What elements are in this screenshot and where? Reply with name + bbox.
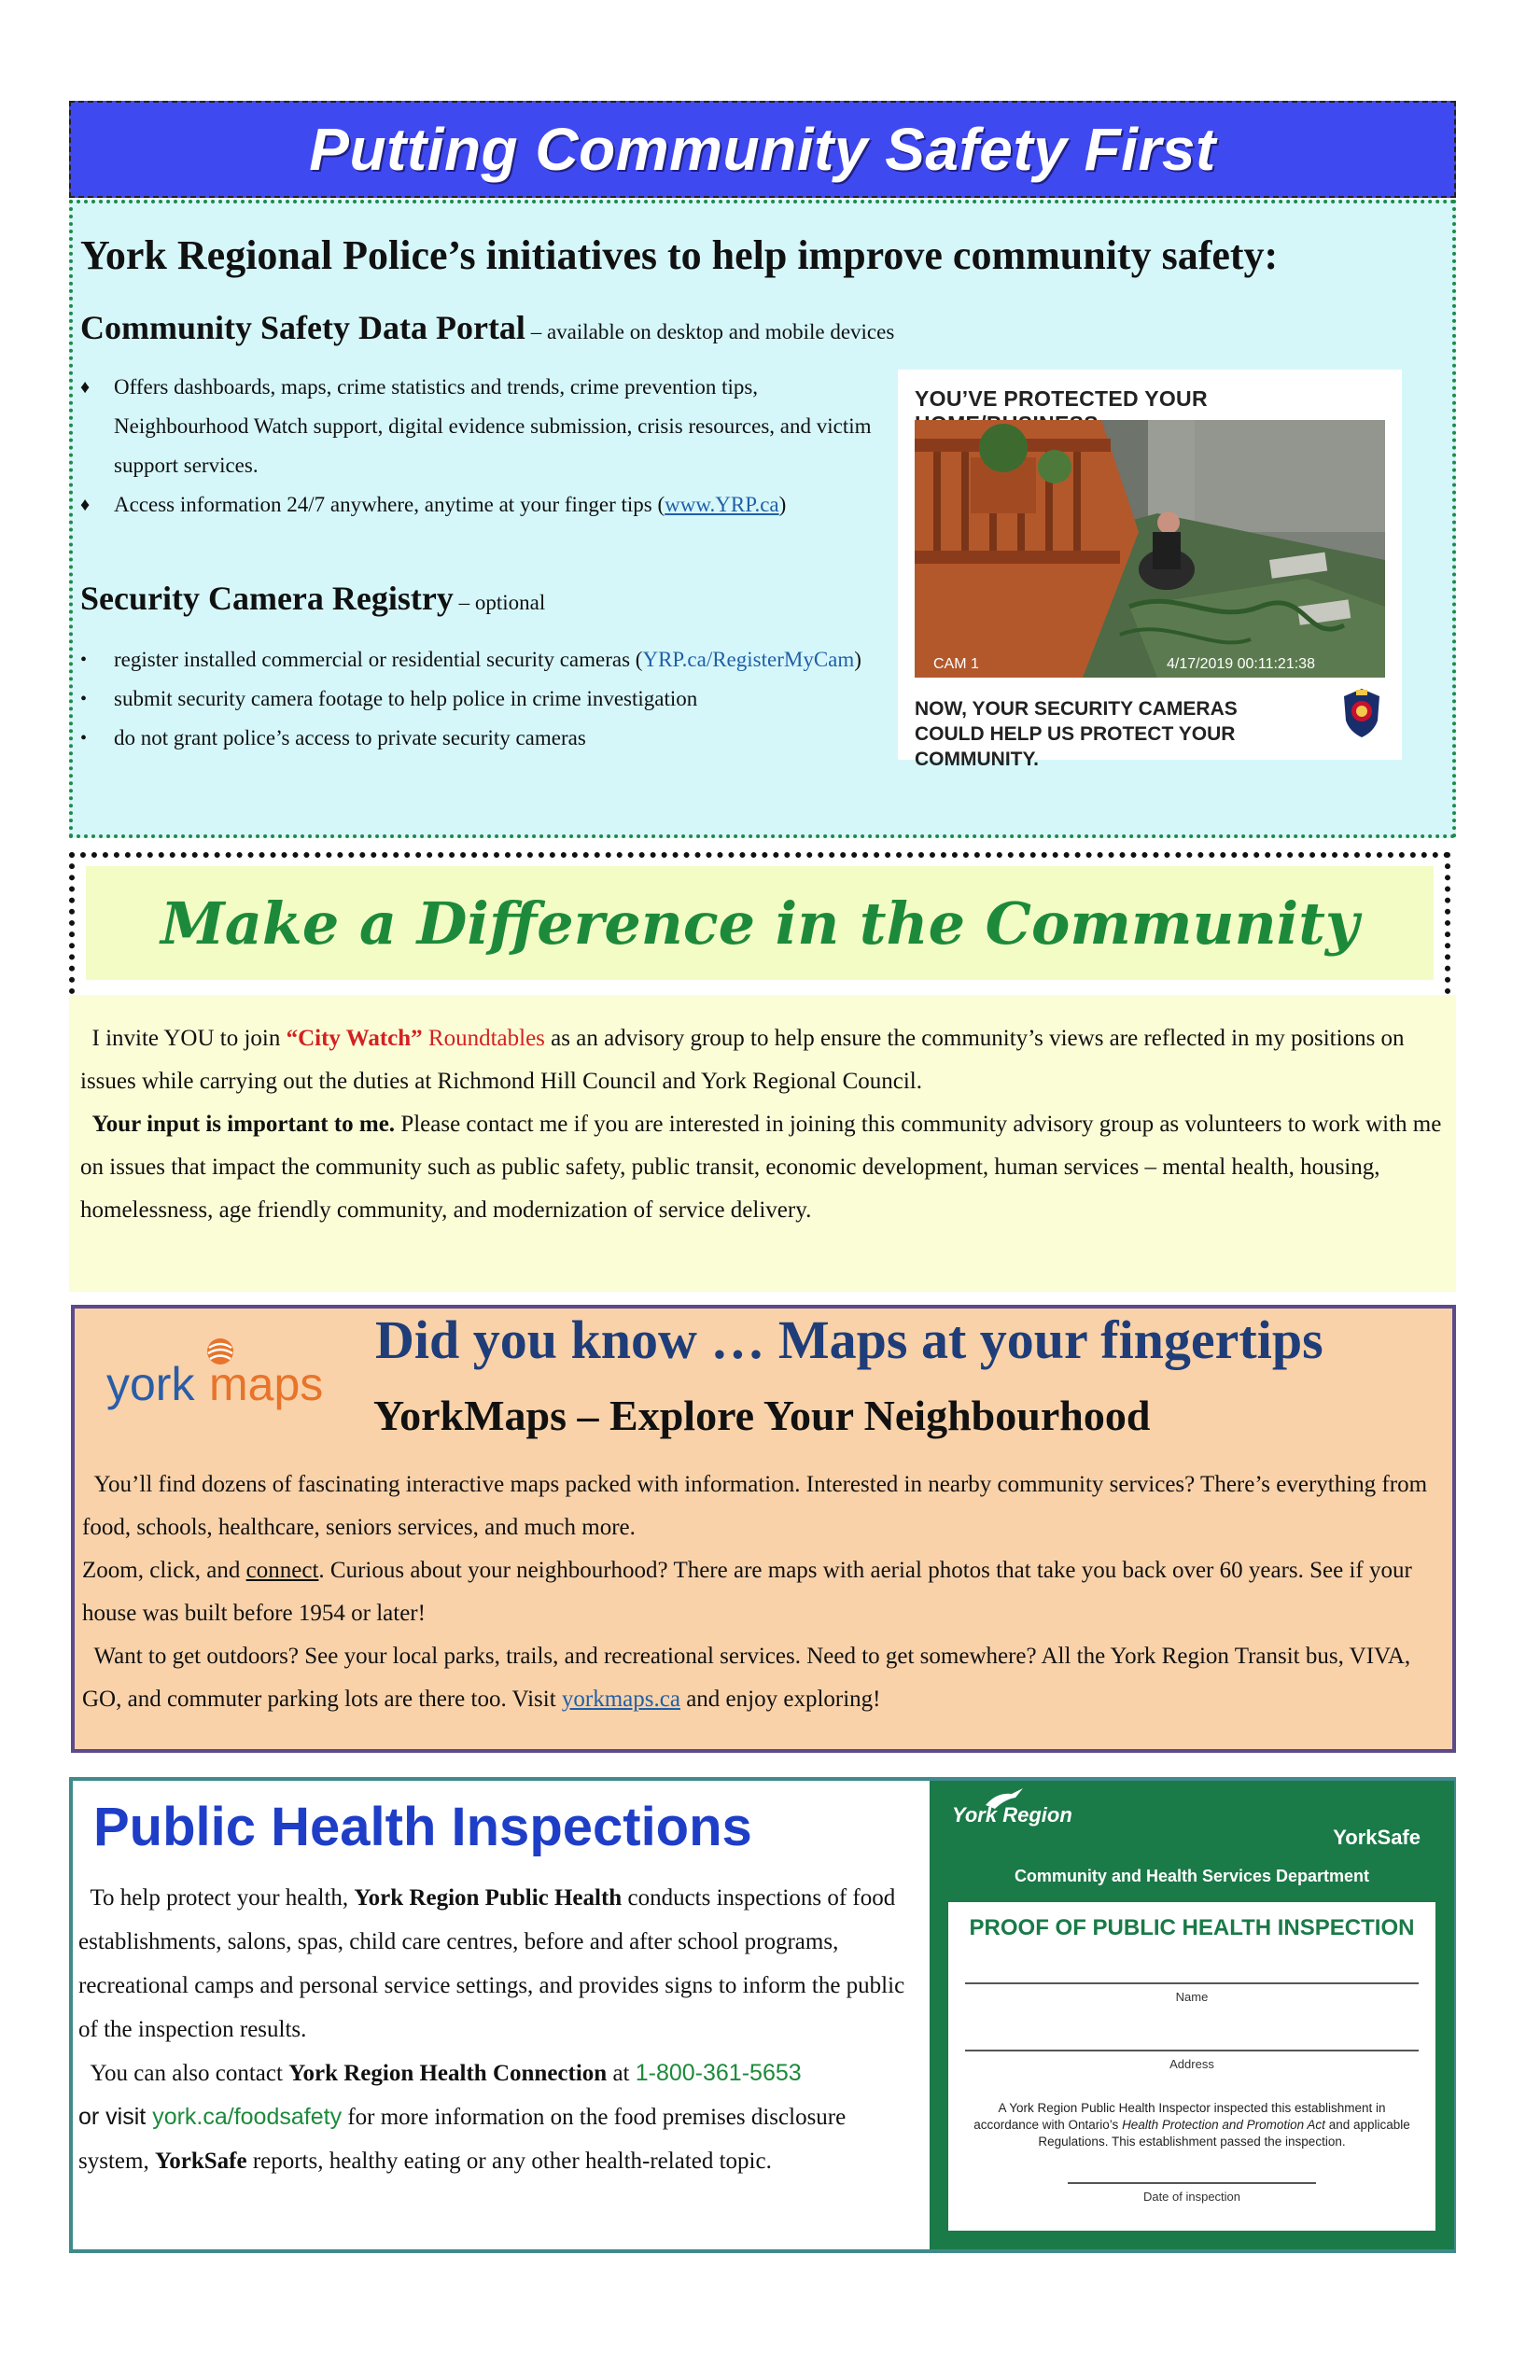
cam-timestamp: 4/17/2019 00:11:21:38 xyxy=(1167,656,1315,672)
roundtables-label: Roundtables xyxy=(422,1026,545,1051)
security-camera-photo xyxy=(915,420,1385,678)
name-label: Name xyxy=(1175,1990,1209,2004)
difference-body: I invite YOU to join “City Watch” Roundtables as an advisory group to help ensure the community’s views are reflected in my positions on issues while carrying out the duties at Richmond Hill Council and York Regional Council. Your input is important to me. Please contact me if you are interested in joining this community advisory group as volunteers to work with me on issues that impact the community such as public safety, public transit, economic development, human services – mental health, housing, homelessness, age friendly community, and modernization of service delivery. xyxy=(80,1026,1442,1223)
logo-maps-text: maps xyxy=(209,1358,324,1410)
difference-banner xyxy=(86,866,1434,980)
portal-list xyxy=(80,368,892,525)
yorkmaps-logo-icon xyxy=(105,1333,357,1417)
certificate-form xyxy=(948,1902,1435,2231)
list-item: • register installed commercial or residential security cameras (YRP.ca/RegisterMyCam) xyxy=(80,640,892,679)
department-label: Community and Health Services Department xyxy=(1014,1867,1370,1885)
yrp-link[interactable]: www.YRP.ca xyxy=(665,493,779,516)
difference-title: Make a Difference in the Community xyxy=(161,889,1359,958)
register-cam-link[interactable]: YRP.ca/RegisterMyCam xyxy=(642,648,855,671)
list-item: ♦ Access information 24/7 anywhere, anytime at your finger tips (www.YRP.ca) xyxy=(80,485,892,525)
safety-banner-title: Putting Community Safety First xyxy=(309,116,1216,183)
input-important-label: Your input is important to me. xyxy=(91,1112,396,1137)
list-item: • do not grant police’s access to private security cameras xyxy=(80,719,892,758)
camera-registry-poster xyxy=(898,370,1402,770)
address-label: Address xyxy=(1169,2057,1214,2071)
dot-bullet-icon: • xyxy=(80,689,88,709)
name-line xyxy=(965,1982,1419,1984)
yorkmaps-body: You’ll find dozens of fascinating interactive maps packed with information. Interested in nearby community services? There’s everything from food, schools, healthcare, seniors services, and much more. Zoom, click, and connect. Curious about your neighbourhood? There are maps with aerial photos that take you back over 60 years. See if your house was built before 1954 or later! Want to get outdoors? See your local parks, trails, and recreational services. Need to get somewhere? All the York Region Transit bus, VIVA, GO, and commuter parking lots are there too. Visit yorkmaps.ca and enjoy exploring! xyxy=(82,1472,1428,1712)
inspection-certificate xyxy=(930,1781,1454,2249)
foodsafety-link[interactable]: york.ca/foodsafety xyxy=(152,2104,343,2130)
poster-bottom-text: NOW, YOUR SECURITY CAMERAS COULD HELP US PROTECT YOUR COMMUNITY. xyxy=(915,698,1238,770)
dot-bullet-icon: • xyxy=(80,650,88,670)
certificate-statement: A York Region Public Health Inspector inspected this establishment in accordance with Ontario’s Health Protection and Promotion Act and applicable Regulations. This establishment passed the inspection. xyxy=(973,2101,1410,2149)
yorkmaps-title: Did you know … Maps at your fingertips xyxy=(375,1309,1323,1370)
portal-title: Community Safety Data Portal xyxy=(80,309,525,346)
safety-banner xyxy=(69,101,1456,198)
date-label: Date of inspection xyxy=(1142,2190,1241,2204)
proof-title: PROOF OF PUBLIC HEALTH INSPECTION xyxy=(969,1915,1415,1940)
health-body: To help protect your health, York Region Public Health conducts inspections of food establishments, salons, spas, child care centres, before and after school programs, recreational camps and personal service settings, and provides signs to inform the public of the inspection results. You can also contact York Region Health Connection at 1-800-361-5653 or visit york.ca/foodsafety for more information on the food premises disclosure system, YorkSafe reports, healthy eating or any other health-related topic. xyxy=(78,1885,905,2174)
list-item: ♦ Offers dashboards, maps, crime statistics and trends, crime prevention tips, Neighbourhood Watch support, digital evidence submission, crisis resources, and victim support services. xyxy=(80,368,892,485)
registry-subheading xyxy=(80,579,545,618)
safety-heading: York Regional Police’s initiatives to help improve community safety: xyxy=(80,232,1279,278)
diamond-bullet-icon: ♦ xyxy=(80,377,91,398)
police-crest-icon xyxy=(1340,687,1383,739)
diamond-bullet-icon: ♦ xyxy=(80,495,91,515)
portal-note: – available on desktop and mobile devices xyxy=(525,320,895,343)
registry-title: Security Camera Registry xyxy=(80,580,454,617)
camera-scene-illustration xyxy=(915,420,1385,678)
poster-top-text: YOU’VE PROTECTED YOUR xyxy=(915,386,1208,411)
yorkmaps-subtitle: YorkMaps – Explore Your Neighbourhood xyxy=(373,1392,1151,1439)
list-item: • submit security camera footage to help police in crime investigation xyxy=(80,679,892,719)
dot-bullet-icon: • xyxy=(80,728,88,749)
city-watch-label: “City Watch” xyxy=(286,1026,423,1051)
address-line xyxy=(965,2050,1419,2051)
yorkmaps-link[interactable]: yorkmaps.ca xyxy=(561,1687,680,1712)
yorkmaps-logo xyxy=(105,1333,357,1417)
portal-subheading xyxy=(80,308,894,347)
logo-york-text: york xyxy=(106,1358,195,1410)
health-title: Public Health Inspections xyxy=(93,1797,752,1857)
york-region-label: York Region xyxy=(952,1803,1072,1827)
registry-note: – optional xyxy=(453,591,546,614)
cam-label: CAM 1 xyxy=(933,656,979,672)
registry-list xyxy=(80,640,892,758)
date-line xyxy=(1068,2182,1316,2184)
yorksafe-label: YorkSafe xyxy=(1333,1826,1421,1849)
health-phone-link[interactable]: 1-800-361-5653 xyxy=(635,2060,802,2086)
connect-word: connect xyxy=(245,1558,319,1583)
